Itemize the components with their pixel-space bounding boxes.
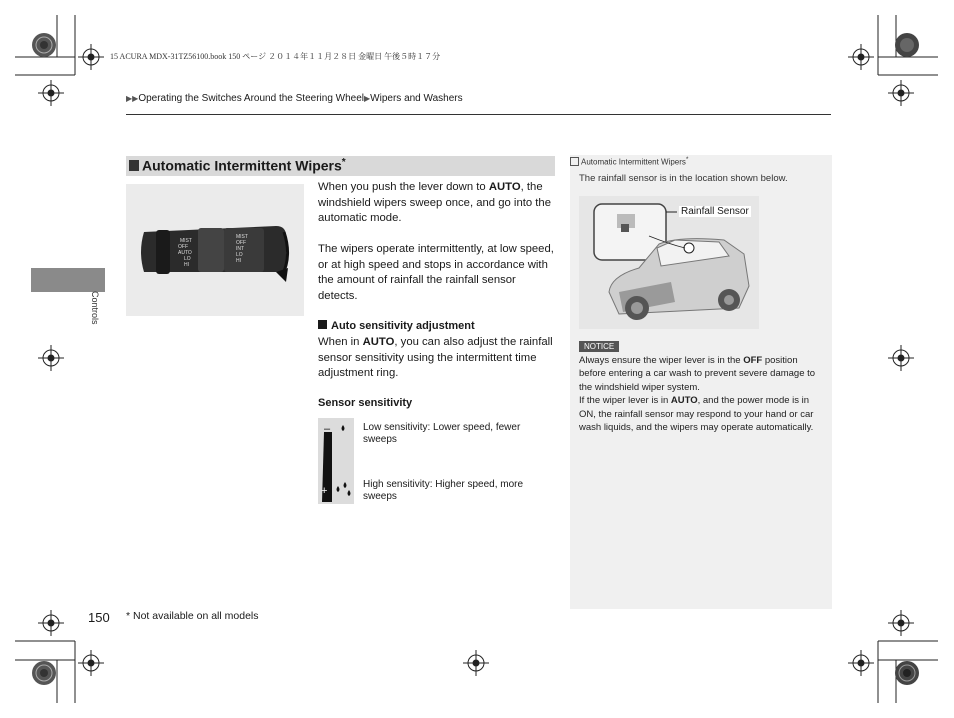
svg-text:MIST: MIST [236, 234, 248, 240]
notice-paragraph-1: Always ensure the wiper lever is in the OFF position before entering a car wash to prevent severe damage to the windshield wiper system. [579, 355, 816, 393]
wiper-lever-illustration [126, 184, 304, 316]
footnote: * Not available on all models [126, 610, 259, 622]
section-title: Automatic Intermittent Wipers* [142, 157, 346, 174]
header-rule [126, 114, 831, 115]
sidebar-heading[interactable]: Automatic Intermittent Wipers* [570, 156, 689, 167]
notice-text [579, 354, 825, 434]
body-paragraph-1: When you push the lever down to AUTO, the windshield wipers sweep once, and go into the automatic mode. [318, 181, 551, 225]
svg-text:LO: LO [236, 252, 243, 258]
wiper-lever-figure [126, 184, 304, 316]
svg-text:OFF: OFF [236, 240, 246, 246]
svg-text:HI: HI [236, 258, 241, 264]
subsection-square-icon [318, 320, 327, 329]
svg-text:HI: HI [184, 262, 189, 268]
svg-text:OFF: OFF [178, 244, 188, 250]
subsection-title: Auto sensitivity adjustment [318, 320, 475, 332]
svg-text:MIST: MIST [180, 238, 192, 244]
breadcrumb-link-switches[interactable]: Operating the Switches Around the Steering Wheel [138, 93, 365, 104]
breadcrumb-arrow-icon: ▶ [364, 94, 371, 103]
notice-badge: NOTICE [579, 341, 619, 352]
chapter-tab-label: Controls [90, 291, 100, 325]
sidebar-link-icon [570, 157, 579, 166]
sensitivity-scale [318, 418, 354, 504]
footnote-marker: * [341, 157, 346, 168]
rainfall-sensor-label: Rainfall Sensor [681, 206, 749, 217]
sidebar-intro: The rainfall sensor is in the location shown below. [579, 173, 788, 184]
sensitivity-high-label: High sensitivity: Higher speed, more sweeps [363, 479, 524, 502]
sensor-location-icon [684, 243, 694, 253]
svg-text:INT: INT [236, 246, 245, 252]
section-square-icon [129, 160, 139, 171]
breadcrumb-arrow-icon: ▶▶ [126, 94, 139, 103]
raindrop-icon [342, 425, 345, 431]
breadcrumb-link-wipers[interactable]: Wipers and Washers [370, 93, 463, 104]
sensitivity-plus: + [321, 485, 328, 497]
sensor-module [621, 224, 629, 232]
body-paragraph-2: The wipers operate intermittently, at low speed, or at high speed and stops in accordance with the amount of rainfall the rainfall sensor detects. [318, 243, 554, 302]
sensitivity-minus: – [324, 423, 331, 435]
body-paragraph-3: When in AUTO, you can also adjust the rainfall sensor sensitivity using the intermittent time adjustment ring. [318, 336, 553, 380]
page-number: 150 [88, 610, 110, 625]
sensitivity-title: Sensor sensitivity [318, 397, 413, 409]
raindrops-icon [337, 482, 351, 496]
chapter-tab[interactable] [31, 268, 105, 292]
svg-text:LO: LO [184, 256, 191, 262]
print-header: 15 ACURA MDX-31TZ56100.book 150 ページ ２０１４年１１月２８日 金曜日 午後５時１７分 [110, 52, 441, 61]
svg-text:AUTO: AUTO [178, 250, 192, 256]
breadcrumb [126, 93, 463, 104]
sensitivity-low-label: Low sensitivity: Lower speed, fewer sweeps [363, 422, 521, 445]
notice-paragraph-2: If the wiper lever is in AUTO, and the power mode is in ON, the rainfall sensor may respond to your hand or car wash liquids, and the wipers may operate automatically. [579, 395, 814, 434]
